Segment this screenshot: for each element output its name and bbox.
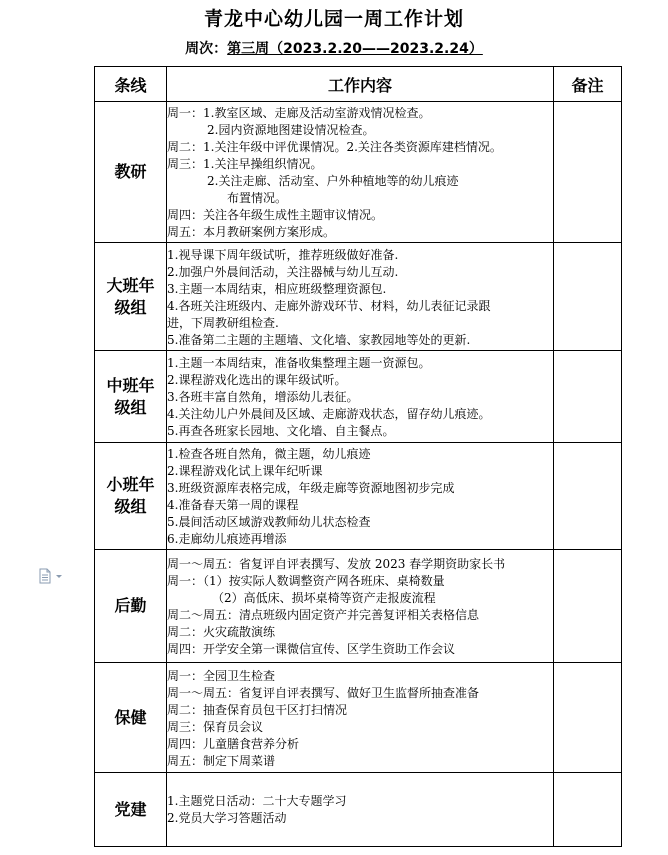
- document-icon[interactable]: [38, 568, 66, 584]
- row-content-baojian: [167, 663, 554, 773]
- table-row: [95, 102, 622, 243]
- row-category-zhongban: 中班年 级组: [95, 351, 167, 443]
- list-item: 2.课程游戏化选出的课年级试听。: [167, 373, 347, 387]
- list-item: 周五：本月教研案例方案形成。: [167, 225, 336, 239]
- row-category-xiaoban: 小班年 级组: [95, 443, 167, 550]
- list-item: 2.园内资源地图建设情况检查。: [207, 123, 375, 137]
- header-remark: 备注: [554, 67, 622, 102]
- week-value: 第三周（2023.2.20——2023.2.24）: [227, 41, 483, 57]
- table-row: [95, 550, 622, 663]
- list-item: 周三：1.关注早操组织情况。: [167, 157, 323, 171]
- list-item: 6.走廊幼儿痕迹再增添: [167, 532, 287, 546]
- work-plan-table: [94, 66, 622, 847]
- row-content-daban: [167, 243, 554, 351]
- row-content-dangjian: [167, 773, 554, 847]
- list-item: 周四：开学安全第一课微信宣传、区学生资助工作会议: [167, 642, 456, 656]
- list-item: 周一～周五：省复评自评表撰写、做好卫生监督所抽查准备: [167, 685, 480, 700]
- list-item: 4.关注幼儿户外晨间及区域、走廊游戏状态，留存幼儿痕迹。: [167, 407, 491, 421]
- row-remark-dangjian: [554, 773, 622, 847]
- week-label: 周次：: [185, 41, 228, 57]
- list-item: 4.各班关注班级内、走廊外游戏环节、材料，幼儿表征记录跟: [167, 298, 491, 313]
- table-row: [95, 663, 622, 773]
- row-remark-baojian: [554, 663, 622, 773]
- table-row: [95, 443, 622, 550]
- row-content-houqin: [167, 550, 554, 663]
- row-category-daban: 大班年 级组: [95, 243, 167, 351]
- list-item: 周四：关注各年级生成性主题审议情况。: [167, 208, 384, 222]
- list-item: 周一：（1）按实际人数调整资产网各班床、桌椅数量: [167, 574, 445, 588]
- list-item: 周二：1.关注年级中评优课情况。2.关注各类资源库建档情况。: [167, 140, 502, 154]
- list-item: 周一～周五：省复评自评表撰写、发放 2023 春学期资助家长书: [167, 557, 506, 571]
- row-remark-xiaoban: [554, 443, 622, 550]
- list-item: 周五：制定下周菜谱: [167, 753, 276, 768]
- list-item: 4.准备春天第一周的课程: [167, 498, 299, 512]
- row-content-xiaoban: [167, 443, 554, 550]
- list-item: 3.主题一本周结束，相应班级整理资源包.: [167, 281, 387, 296]
- list-item: 进，下周教研组检查.: [167, 315, 279, 330]
- row-category-baojian: 保健: [95, 663, 167, 773]
- table-header-row: [95, 67, 622, 102]
- list-item: 2.关注走廊、活动室、户外种植地等的幼儿痕迹: [207, 174, 459, 188]
- row-remark-houqin: [554, 550, 622, 663]
- week-line: [0, 38, 668, 58]
- list-item: 周二～周五：清点班级内固定资产并完善复评相关表格信息: [167, 608, 480, 622]
- row-category-houqin: 后勤: [95, 550, 167, 663]
- list-item: 周一：全园卫生检查: [167, 668, 276, 683]
- list-item: 周一：1.教室区域、走廊及活动室游戏情况检查。: [167, 106, 431, 120]
- list-item: 1.检查各班自然角，微主题，幼儿痕迹: [167, 447, 371, 461]
- table-row: [95, 351, 622, 443]
- list-item: 3.各班丰富自然角，增添幼儿表征。: [167, 390, 359, 404]
- list-item: 2.加强户外晨间活动，关注器械与幼儿互动.: [167, 264, 399, 279]
- list-item: 布置情况。: [227, 191, 288, 205]
- list-item: 周四：儿童膳食营养分析: [167, 736, 300, 751]
- row-remark-jiaoyan: [554, 102, 622, 243]
- list-item: 1.视导课下周年级试听，推荐班级做好准备.: [167, 247, 399, 262]
- list-item: 1.主题党日活动：二十大专题学习: [167, 793, 347, 808]
- header-category: 条线: [95, 67, 167, 102]
- list-item: 5.晨间活动区域游戏教师幼儿状态检查: [167, 515, 371, 529]
- list-item: 2.党员大学习答题活动: [167, 810, 287, 825]
- list-item: （2）高低床、损坏桌椅等资产走报废流程: [212, 591, 436, 605]
- row-category-jiaoyan: 教研: [95, 102, 167, 243]
- row-category-dangjian: 党建: [95, 773, 167, 847]
- list-item: 5.准备第二主题的主题墙、文化墙、家教园地等处的更新.: [167, 332, 471, 347]
- document-title: 青龙中心幼儿园一周工作计划: [203, 8, 464, 30]
- row-content-jiaoyan: [167, 102, 554, 243]
- row-content-zhongban: [167, 351, 554, 443]
- list-item: 周三：保育员会议: [167, 719, 264, 734]
- row-remark-daban: [554, 243, 622, 351]
- table-row: [95, 243, 622, 351]
- list-item: 5.再查各班家长园地、文化墙、自主餐点。: [167, 424, 395, 438]
- list-item: 周二：火灾疏散演练: [167, 625, 276, 639]
- header-content: 工作内容: [167, 67, 554, 102]
- list-item: 周二：抽查保育员包干区打扫情况: [167, 702, 348, 717]
- list-item: 2.课程游戏化试上课年纪听课: [167, 464, 323, 478]
- list-item: 1.主题一本周结束，准备收集整理主题一资源包。: [167, 356, 431, 370]
- row-remark-zhongban: [554, 351, 622, 443]
- list-item: 3.班级资源库表格完成，年级走廊等资源地图初步完成: [167, 481, 455, 495]
- table-row: [95, 773, 622, 847]
